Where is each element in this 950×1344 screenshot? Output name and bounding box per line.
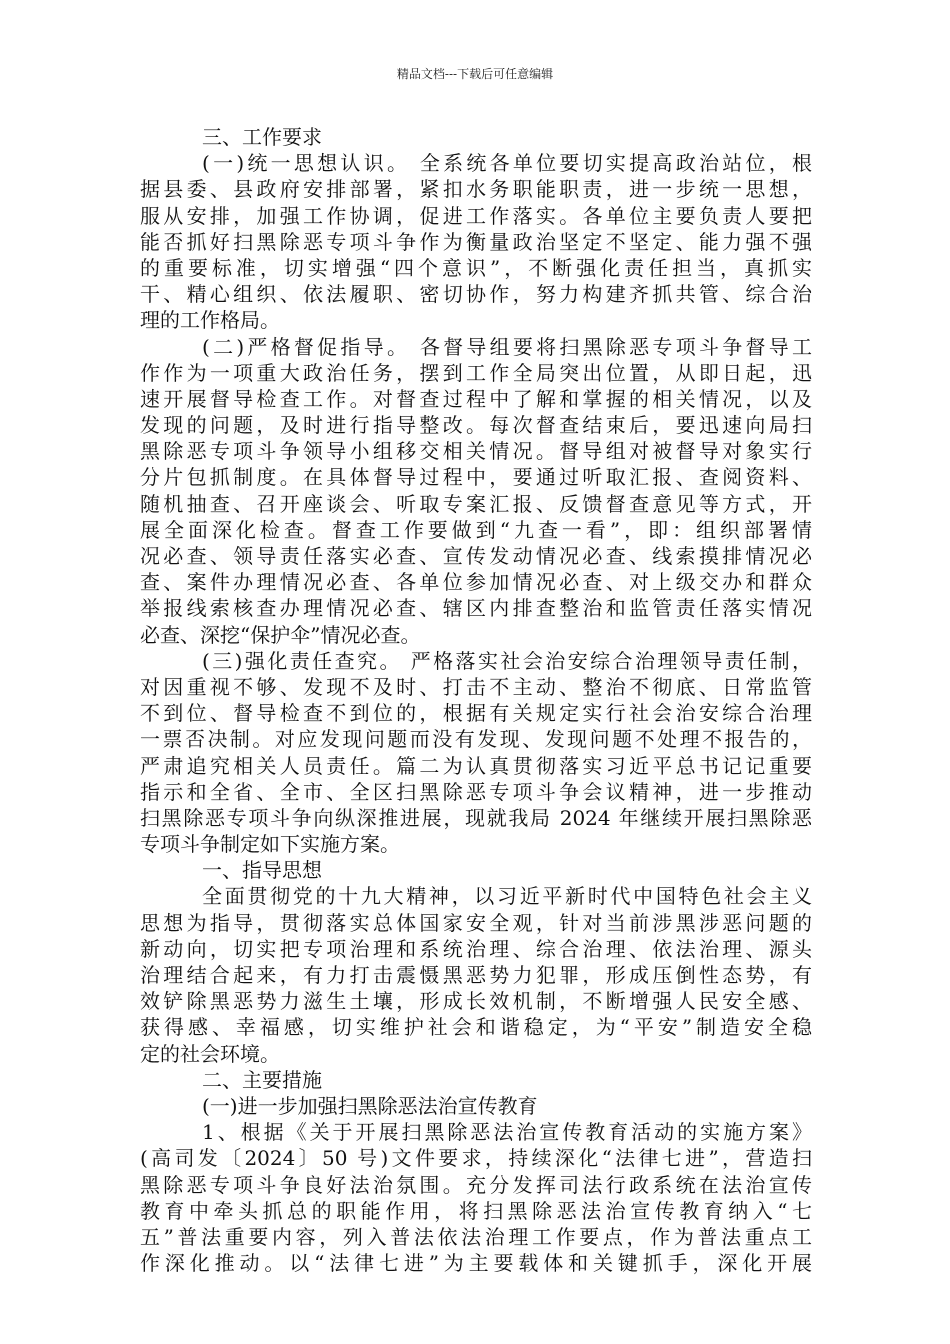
text-line: (二)严格督促指导。 各督导组要将扫黑除恶专项斗争督导工: [202, 334, 812, 359]
text-line: (一)进一步加强扫黑除恶法治宣传教育: [202, 1093, 538, 1118]
text-line: 展全面深化检查。督查工作要做到“九查一看”，即：组织部署情: [140, 517, 812, 542]
text-line: 一、指导思想: [202, 858, 322, 883]
text-line: 必查、深挖“保护伞”情况必查。: [140, 622, 421, 647]
text-line: 1、根据《关于开展扫黑除恶法治宣传教育活动的实施方案》: [202, 1120, 812, 1145]
text-line: 作作为一项重大政治任务，摆到工作全局突出位置，从即日起，迅: [140, 360, 812, 385]
text-line: 的重要标准，切实增强“四个意识”，不断强化责任担当，真抓实: [140, 255, 812, 280]
text-line: 黑除恶专项斗争领导小组移交相关情况。督导组对被督导对象实行: [140, 439, 812, 464]
text-line: 不到位、督导检查不到位的，根据有关规定实行社会治安综合治理: [140, 701, 812, 726]
text-line: 发现的问题，及时进行指导整改。每次督查结束后，要迅速向局扫: [140, 413, 812, 438]
text-line: 服从安排，加强工作协调，促进工作落实。各单位主要负责人要把: [140, 203, 812, 228]
text-line: 分片包抓制度。在具体督导过程中，要通过听取汇报、查阅资料、: [140, 465, 812, 490]
text-line: 速开展督导检查工作。对督查过程中了解和掌握的相关情况，以及: [140, 386, 812, 411]
page-header: 精品文档---下载后可任意编辑: [396, 67, 554, 81]
text-line: 二、主要措施: [202, 1067, 322, 1092]
text-line: 全面贯彻党的十九大精神，以习近平新时代中国特色社会主义: [202, 884, 812, 909]
text-line: 举报线索核查办理情况必查、辖区内排查整治和监管责任落实情况: [140, 596, 812, 621]
text-line: 新动向，切实把专项治理和系统治理、综合治理、依法治理、源头: [140, 936, 812, 961]
text-line: 作深化推动。以“法律七进”为主要载体和关键抓手，深化开展: [140, 1251, 812, 1276]
text-line: 获得感、幸福感，切实维护社会和谐稳定，为“平安”制造安全稳: [140, 1015, 812, 1040]
text-line: 教育中牵头抓总的职能作用，将扫黑除恶法治宣传教育纳入“七: [140, 1198, 812, 1223]
text-line: 专项斗争制定如下实施方案。: [140, 832, 400, 857]
text-line: 黑除恶专项斗争良好法治氛围。充分发挥司法行政系统在法治宣传: [140, 1172, 812, 1197]
text-line: 治理结合起来，有力打击震慑黑恶势力犯罪，形成压倒性态势，有: [140, 963, 812, 987]
text-line: 随机抽查、召开座谈会、听取专案汇报、反馈督查意见等方式，开: [140, 491, 812, 516]
text-line: 干、精心组织、依法履职、密切协作，努力构建齐抓共管、综合治: [140, 282, 812, 307]
text-line: 扫黑除恶专项斗争向纵深推进展，现就我局 2024 年继续开展扫黑除恶: [140, 805, 812, 830]
text-line: 三、工作要求: [202, 125, 322, 149]
text-line: 五”普法重要内容，列入普法依法治理工作要点，作为普法重点工: [140, 1224, 812, 1249]
text-line: 理的工作格局。: [140, 308, 280, 333]
text-line: (高司发〔2024〕50 号)文件要求，持续深化“法律七进”，营造扫: [140, 1146, 812, 1171]
text-line: (一)统一思想认识。 全系统各单位要切实提高政治站位，根: [202, 151, 812, 176]
text-line: 查、案件办理情况必查、各单位参加情况必查、对上级交办和群众: [140, 570, 812, 595]
text-line: 思想为指导，贯彻落实总体国家安全观，针对当前涉黑涉恶问题的: [140, 910, 812, 935]
text-line: 况必查、领导责任落实必查、宣传发动情况必查、线索摸排情况必: [140, 544, 812, 568]
text-line: 据县委、县政府安排部署，紧扣水务职能职责，进一步统一思想，: [140, 177, 812, 202]
text-line: (三)强化责任查究。 严格落实社会治安综合治理领导责任制，: [202, 648, 812, 673]
text-line: 能否抓好扫黑除恶专项斗争作为衡量政治坚定不坚定、能力强不强: [140, 229, 812, 254]
text-line: 定的社会环境。: [140, 1041, 280, 1066]
text-line: 指示和全省、全市、全区扫黑除恶专项斗争会议精神，进一步推动: [140, 779, 812, 804]
document-body: [140, 124, 812, 1276]
text-line: 效铲除黑恶势力滋生土壤，形成长效机制，不断增强人民安全感、: [140, 989, 812, 1014]
text-line: 严肃追究相关人员责任。篇二为认真贯彻落实习近平总书记记重要: [140, 753, 812, 778]
text-line: 对因重视不够、发现不及时、打击不主动、整治不彻底、日常监管: [140, 674, 812, 699]
text-line: 一票否决制。对应发现问题而没有发现、发现问题不处理不报告的，: [140, 727, 812, 752]
